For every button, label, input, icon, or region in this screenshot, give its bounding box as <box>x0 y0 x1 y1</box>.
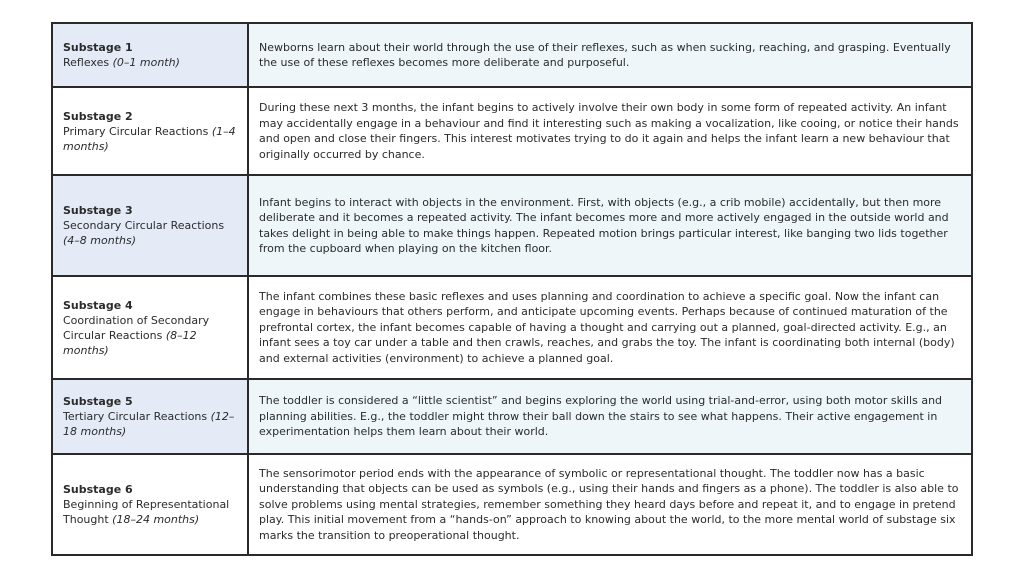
stage-title: Substage 5 <box>63 395 133 408</box>
stage-description: The infant combines these basic reflexes and uses planning and coordination to achieve a specific goal. Now the infant can engage in behaviours that others perform, and anticipate upcoming events. Perhaps because of continued maturation of the prefrontal cortex, the infant becomes capable of having a thought and carrying out a planned, goal-directed activity. E.g., an infant sees a toy car under a table and then crawls, reaches, and grabs the toy. The infant is coordinating both internal (body) and external activities (environment) to achieve a planned goal. <box>248 276 972 379</box>
stage-period: (0–1 month) <box>112 56 180 69</box>
table-row <box>52 87 972 175</box>
stage-period: (1–4 months) <box>63 124 236 153</box>
stage-cell <box>52 175 248 276</box>
stage-name: Reflexes <box>63 56 110 69</box>
stage-cell <box>52 276 248 379</box>
stage-cell <box>52 87 248 175</box>
stage-name: Tertiary Circular Reactions <box>63 410 208 423</box>
stage-name: Beginning of Representational Thought <box>63 498 230 526</box>
stage-description: The sensorimotor period ends with the appearance of symbolic or representational thought. The toddler now has a basic understanding that objects can be used as symbols (e.g., using their hands and fingers as a phone). The toddler is also able to solve problems using mental strategies, remember something they heard days before and repeat it, and to engage in pretend play. This initial movement from a “hands-on” approach to knowing about the world, to the more mental world of substage six marks the transition to preoperational thought. <box>248 454 972 555</box>
stage-description: The toddler is considered a “little scientist” and begins exploring the world using trial-and-error, using both motor skills and planning abilities. E.g., the toddler might throw their ball down the stairs to see what happens. Their active engagement in experimentation helps them learn about their world. <box>248 379 972 454</box>
stage-cell <box>52 454 248 555</box>
stage-period: (4–8 months) <box>63 234 137 247</box>
stage-description: Infant begins to interact with objects in the environment. First, with objects (e.g., a crib mobile) accidentally, but then more deliberate and it becomes a repeated activity. The infant becomes more and more actively engaged in the outside world and takes delight in being able to make things happen. Repeated motion brings particular interest, like banging two lids together from the cupboard when playing on the kitchen floor. <box>248 175 972 276</box>
table-row <box>52 175 972 276</box>
stage-cell <box>52 23 248 87</box>
table-row <box>52 379 972 454</box>
table-row <box>52 276 972 379</box>
stage-title: Substage 1 <box>63 41 133 54</box>
stage-description: During these next 3 months, the infant begins to actively involve their own body in some form of repeated activity. An infant may accidentally engage in a behaviour and find it interesting such as making a vocalization, like cooing, or notice their hands and open and close their fingers. This interest motivates trying to do it again and helps the infant learn a new behaviour that originally occurred by chance. <box>248 87 972 175</box>
stage-title: Substage 6 <box>63 483 133 496</box>
stage-title: Substage 2 <box>63 109 133 123</box>
stage-name: Secondary Circular Reactions <box>63 219 225 232</box>
substages-table <box>51 22 973 556</box>
table-row <box>52 23 972 87</box>
stage-name: Primary Circular Reactions <box>63 124 209 138</box>
stage-period: (8–12 months) <box>63 328 197 357</box>
stage-cell <box>52 379 248 454</box>
stage-period: (12–18 months) <box>63 410 235 438</box>
table-row <box>52 454 972 555</box>
stage-period: (18–24 months) <box>112 513 200 526</box>
stage-description: Newborns learn about their world through the use of their reflexes, such as when sucking, reaching, and grasping. Eventually the use of these reflexes becomes more deliberate and purposeful. <box>248 23 972 87</box>
stage-name: Coordination of Secondary Circular Reactions <box>63 313 210 342</box>
stage-title: Substage 3 <box>63 204 133 217</box>
stage-title: Substage 4 <box>63 298 133 312</box>
